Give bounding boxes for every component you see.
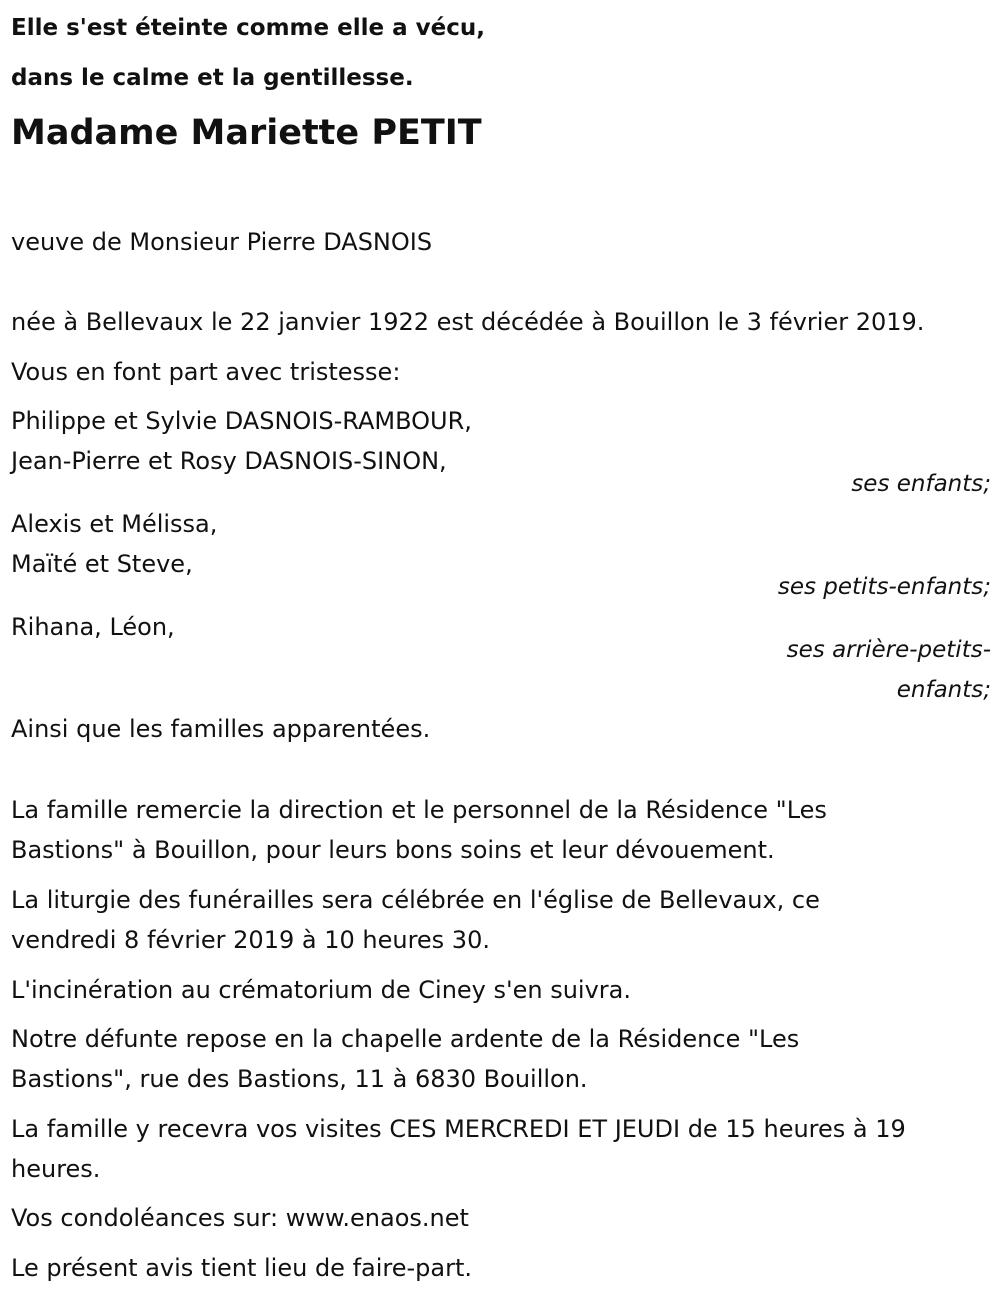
widow-of: veuve de Monsieur Pierre DASNOIS (11, 228, 433, 256)
great-grandchild-1: Rihana, Léon, (11, 613, 175, 641)
child-1: Philippe et Sylvie DASNOIS-RAMBOUR, (11, 407, 472, 435)
cremation: L'incinération au crématorium de Ciney s'en suivra. (11, 976, 632, 1004)
children-role: ses enfants; (851, 471, 991, 497)
grandchild-2: Maïté et Steve, (11, 550, 193, 578)
thanks-line-1: La famille remercie la direction et le personnel de la Résidence "Les (11, 796, 827, 824)
announcement: Vous en font part avec tristesse: (11, 358, 401, 386)
epigraph-line-2: dans le calme et la gentillesse. (11, 65, 414, 91)
epigraph-line-1: Elle s'est éteinte comme elle a vécu, (11, 15, 485, 41)
grandchildren-role: ses petits-enfants; (777, 574, 991, 600)
birth-death: née à Bellevaux le 22 janvier 1922 est décédée à Bouillon le 3 février 2019. (11, 308, 925, 336)
child-2: Jean-Pierre et Rosy DASNOIS-SINON, (11, 447, 447, 475)
condolences: Vos condoléances sur: www.enaos.net (11, 1204, 469, 1232)
thanks-line-2: Bastions" à Bouillon, pour leurs bons soins et leur dévouement. (11, 836, 775, 864)
liturgy-line-1: La liturgie des funérailles sera célébrée en l'église de Bellevaux, ce (11, 886, 820, 914)
closing-note: Le présent avis tient lieu de faire-part. (11, 1254, 473, 1282)
visits-line-1: La famille y recevra vos visites CES MERCREDI ET JEUDI de 15 heures à 19 (11, 1115, 906, 1143)
great-grandchildren-role-line-1: ses arrière-petits- (786, 637, 991, 663)
great-grandchildren-role-line-2: enfants; (896, 677, 991, 703)
visits-line-2: heures. (11, 1155, 101, 1183)
chapel-line-2: Bastions", rue des Bastions, 11 à 6830 Bouillon. (11, 1065, 588, 1093)
epigraph (11, 2, 485, 102)
grandchild-1: Alexis et Mélissa, (11, 510, 218, 538)
chapel-line-1: Notre défunte repose en la chapelle ardente de la Résidence "Les (11, 1025, 800, 1053)
deceased-name: Madame Mariette PETIT (11, 113, 482, 153)
related-families: Ainsi que les familles apparentées. (11, 715, 431, 743)
liturgy-line-2: vendredi 8 février 2019 à 10 heures 30. (11, 926, 490, 954)
